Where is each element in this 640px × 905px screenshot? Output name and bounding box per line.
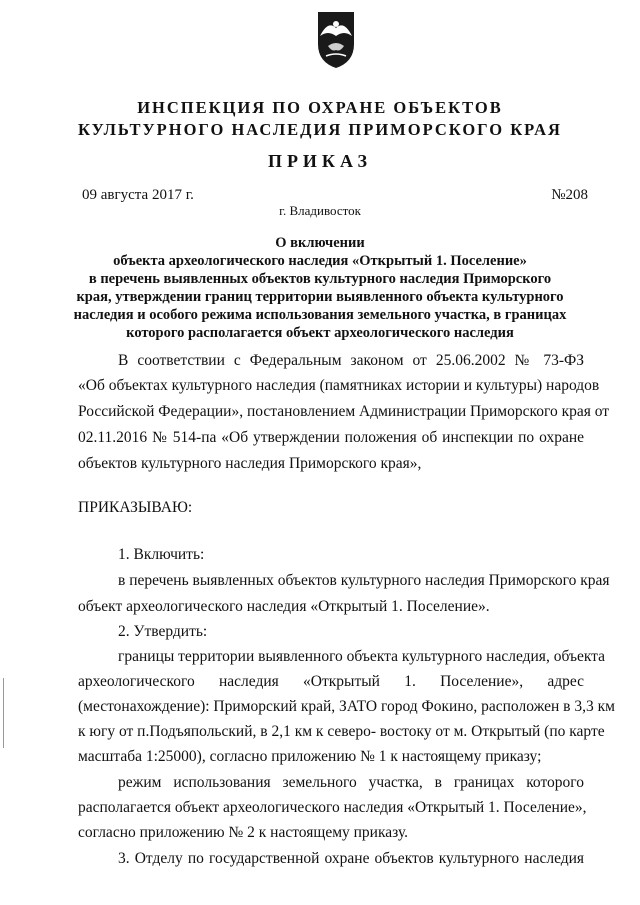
text-word: адрес <box>547 673 585 690</box>
item3-text <box>118 850 584 868</box>
text-word: 3. <box>118 850 130 867</box>
subject-line: О включении <box>275 235 365 251</box>
agency-name-line1: ИНСПЕКЦИЯ ПО ОХРАНЕ ОБЪЕКТОВ <box>137 98 503 117</box>
text-word: Отделу <box>134 850 183 867</box>
text-word: законом <box>350 352 404 369</box>
text-word: 02.11.2016 № 514-па «Об утверждении положения об инспекции по охране <box>78 429 584 446</box>
subject-line: объекта археологического наследия «Открытый 1. Поселение» <box>113 253 527 269</box>
text-word: соответствии <box>137 352 225 369</box>
item1-heading: 1. Включить: <box>118 546 205 563</box>
preamble-line <box>118 352 584 370</box>
order-word: ПРИКАЗЫВАЮ: <box>78 499 193 516</box>
order-city: г. Владивосток <box>279 203 361 218</box>
text-word: земельного <box>282 774 357 791</box>
text-word: государственной <box>208 850 320 867</box>
text-word: 25.06.2002 <box>435 352 506 369</box>
text-word: к югу от п.Подъяпольский, в 2,1 км к северо- востоку от м. Открытый (по карте <box>78 723 605 740</box>
item2-text <box>118 648 606 666</box>
text-word: объектов <box>374 850 434 867</box>
agency-name-line2: КУЛЬТУРНОГО НАСЛЕДИЯ ПРИМОРСКОГО КРАЯ <box>78 120 562 139</box>
text-word: от <box>412 352 427 369</box>
preamble-line: объектов культурного наследия Приморского края», <box>78 455 422 472</box>
text-word: археологического <box>78 673 195 690</box>
text-word: границы территории выявленного объекта культурного наследия, объекта <box>118 648 606 665</box>
text-word: Российской Федерации», постановлением Администрации Приморского края от <box>78 403 610 420</box>
item2-text <box>78 673 584 691</box>
item1-text: объект археологического наследия «Открытый 1. Поселение». <box>78 598 490 615</box>
item2-text <box>78 723 605 741</box>
preamble-line <box>78 403 610 421</box>
item2-text <box>78 698 615 716</box>
subject-line: в перечень выявленных объектов культурного наследия Приморского <box>88 271 552 287</box>
text-word: участка, <box>368 774 423 791</box>
item2-text: согласно приложению № 2 к настоящему приказу. <box>78 824 409 841</box>
preamble-line <box>78 377 600 395</box>
text-word: в <box>434 774 442 791</box>
text-word: (местонахождение): Приморский край, ЗАТО город Фокино, расположен в 3,3 км <box>78 698 615 715</box>
text-word: В <box>118 352 129 369</box>
text-word: «Открытый <box>303 673 380 690</box>
text-word: с <box>233 352 241 369</box>
subject-line: наследия и особого режима использования земельного участка, в границах <box>73 307 567 323</box>
text-word: Поселение», <box>440 673 524 690</box>
subject-line: которого располагается объект археологического наследия <box>126 325 514 341</box>
text-word: 1. <box>404 673 416 690</box>
text-word: границах <box>453 774 515 791</box>
primorsky-coat-of-arms-icon <box>304 6 368 70</box>
item2-text: масштаба 1:25000), согласно приложению № 1 к настоящему приказу; <box>78 748 542 765</box>
item2-text <box>78 799 587 817</box>
text-word: «Об объектах культурного наследия (памятниках истории и культуры) народов <box>78 377 600 394</box>
text-word: по <box>187 850 204 867</box>
text-word: использования <box>173 774 271 791</box>
order-number: №208 <box>551 187 588 203</box>
item2-text <box>118 774 584 792</box>
text-word: наследия <box>218 673 279 690</box>
item2-heading: 2. Утвердить: <box>118 623 208 640</box>
item1-text: в перечень выявленных объектов культурного наследия Приморского края <box>118 572 610 589</box>
preamble-line <box>78 429 584 447</box>
text-word: 73-ФЗ <box>543 352 585 369</box>
order-date: 09 августа 2017 г. <box>82 187 194 203</box>
text-word: № <box>514 352 535 369</box>
text-word: культурного <box>438 850 520 867</box>
subject-line: края, утверждении границ территории выявленного объекта культурного <box>76 289 564 305</box>
text-word: режим <box>118 774 162 791</box>
text-word: которого <box>526 774 585 791</box>
scan-margin-line <box>3 678 4 748</box>
text-word: Федеральным <box>249 352 342 369</box>
document-type: ПРИКАЗ <box>267 151 373 171</box>
text-word: охране <box>324 850 370 867</box>
text-word: располагается объект археологического наследия «Открытый 1. Поселение», <box>78 799 587 816</box>
text-word: наследия <box>524 850 585 867</box>
